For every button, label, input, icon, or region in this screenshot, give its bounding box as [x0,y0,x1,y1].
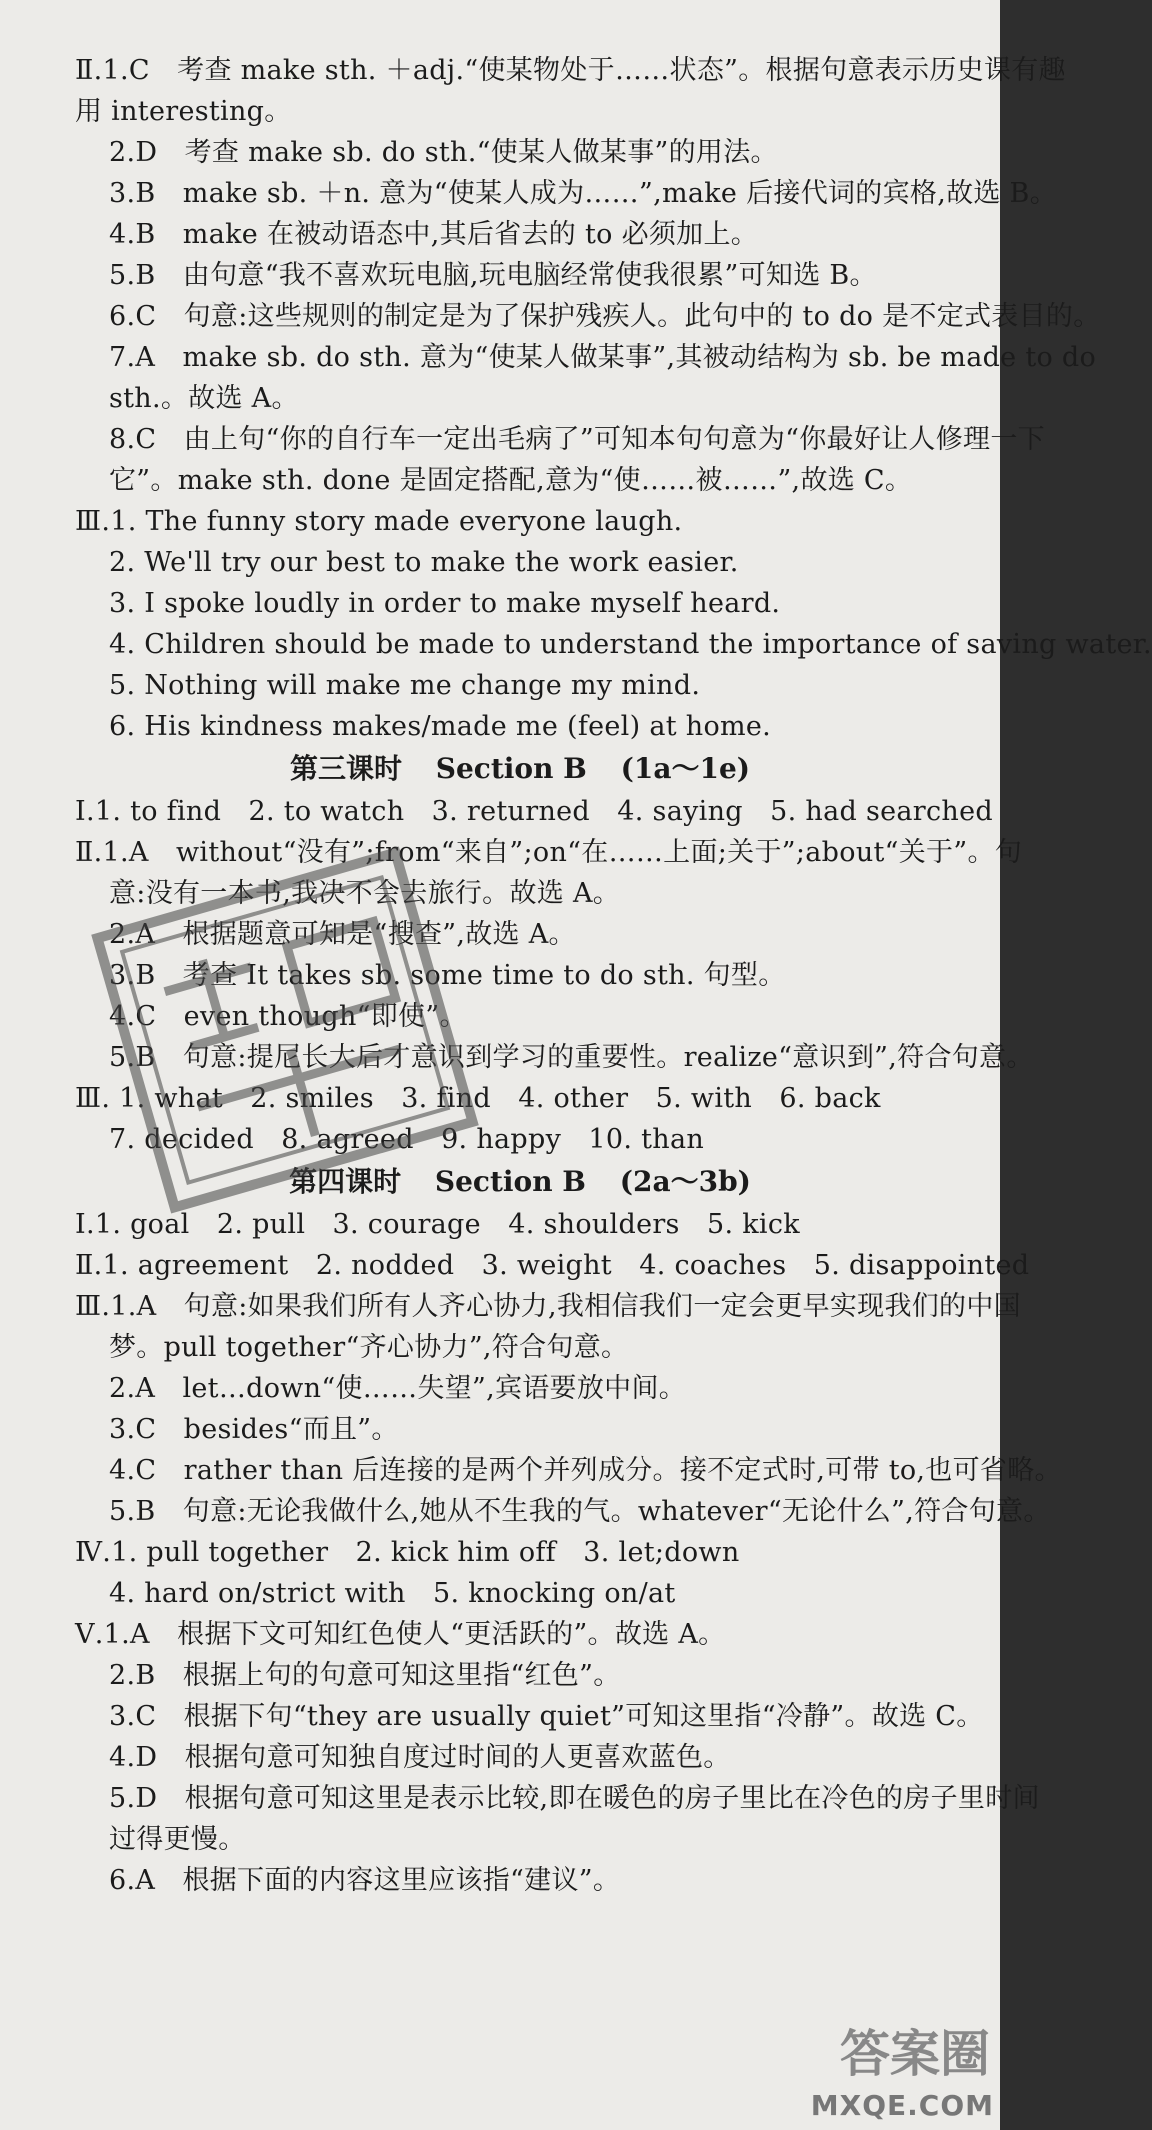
answer-line: 2.A 根据题意可知是“搜查”,故选 A。 [109,919,576,950]
answer-line: 5.B 由句意“我不喜欢玩电脑,玩电脑经常使我很累”可知选 B。 [109,260,877,291]
answer-line: Ⅳ.1. pull together 2. kick him off 3. let;down [75,1537,740,1568]
section-range: (1a～1e) [620,752,751,785]
answer-line: Ⅲ.1.A 句意:如果我们所有人齐心协力,我相信我们一定会更早实现我们的中国 [75,1291,1021,1322]
answer-line: Ⅲ. 1. what 2. smiles 3. find 4. other 5. with 6. back [75,1083,881,1114]
answer-line: Ⅰ.1. goal 2. pull 3. courage 4. shoulders 5. kick [75,1209,800,1240]
answer-line: 4. hard on/strict with 5. knocking on/at [109,1578,676,1609]
answer-line: 它”。make sth. done 是固定搭配,意为“使……被……”,故选 C。 [109,465,913,496]
answer-line: 2.A let…down“使……失望”,宾语要放中间。 [109,1373,687,1404]
answer-line: 5.B 句意:提尼长大后才意识到学习的重要性。realize“意识到”,符合句意。 [109,1042,1034,1073]
watermark-logo: 答案圈 [840,2025,990,2083]
answer-line: 8.C 由上句“你的自行车一定出毛病了”可知本句句意为“你最好让人修理一下 [109,424,1045,455]
answer-line: 2.B 根据上句的句意可知这里指“红色”。 [109,1660,621,1691]
answer-line: 3. I spoke loudly in order to make myself heard. [109,588,781,619]
answer-line: Ⅲ.1. The funny story made everyone laugh. [75,506,683,537]
answer-line: 用 interesting。 [75,96,292,127]
section-header-3 [55,747,985,791]
answer-line: 4. Children should be made to understand the importance of saving water. [109,629,1152,660]
answer-line: 5.B 句意:无论我做什么,她从不生我的气。whatever“无论什么”,符合句意。 [109,1496,1051,1527]
answer-line: sth.。故选 A。 [109,383,299,414]
answer-line: 5.D 根据句意可知这里是表示比较,即在暖色的房子里比在冷色的房子里时间 [109,1783,1040,1814]
answer-line: 过得更慢。 [109,1824,246,1855]
answer-line: 2. We'll try our best to make the work easier. [109,547,739,578]
answer-line: 4.D 根据句意可知独自度过时间的人更喜欢蓝色。 [109,1742,731,1773]
answer-line: 2.D 考查 make sb. do sth.“使某人做某事”的用法。 [109,137,778,168]
answer-line: 3.C 根据下句“they are usually quiet”可知这里指“冷静”。故选 C。 [109,1701,984,1732]
answer-line: Ⅱ.1.A without“没有”;from“来自”;on“在……上面;关于”;about“关于”。句 [75,837,1023,868]
section-title: 第三课时 [289,752,402,785]
answer-line: Ⅱ.1. agreement 2. nodded 3. weight 4. coaches 5. disappointed [75,1250,1030,1281]
section-top-answers [75,50,1152,747]
answer-line: Ⅱ.1.C 考查 make sth. ＋adj.“使某物处于……状态”。根据句意表示历史课有趣 [75,55,1066,86]
answer-line: 4.C rather than 后连接的是两个并列成分。接不定式时,可带 to,也可省略。 [109,1455,1062,1486]
watermark-site: MXQE.COM [810,2089,994,2122]
answer-line: 7. decided 8. agreed 9. happy 10. than [109,1124,705,1155]
section-subtitle: Section B [434,1165,586,1198]
answer-line: Ⅰ.1. to find 2. to watch 3. returned 4. saying 5. had searched [75,796,993,827]
answer-line: 5. Nothing will make me change my mind. [109,670,701,701]
section-4-answers [75,1204,1062,1901]
answer-line: 3.B make sb. ＋n. 意为“使某人成为……”,make 后接代词的宾格,故选 B。 [109,178,1057,209]
answer-line: 4.B make 在被动语态中,其后省去的 to 必须加上。 [109,219,759,250]
answer-line: 6.C 句意:这些规则的制定是为了保护残疾人。此句中的 to do 是不定式表目的。 [109,301,1101,332]
answer-line: 6. His kindness makes/made me (feel) at home. [109,711,772,742]
answer-line: 3.B 考查 It takes sb. some time to do sth. 句型。 [109,960,786,991]
answer-line: Ⅴ.1.A 根据下文可知红色使人“更活跃的”。故选 A。 [75,1619,726,1650]
section-title: 第四课时 [289,1165,402,1198]
answer-line: 3.C besides“而且”。 [109,1414,399,1445]
answer-line: 意:没有一本书,我决不会去旅行。故选 A。 [109,878,621,909]
section-range: (2a～3b) [619,1165,751,1198]
answer-line: 7.A make sb. do sth. 意为“使某人做某事”,其被动结构为 sb. be made to do [109,342,1097,373]
answer-line: 4.C even though“即使”。 [109,1001,467,1032]
section-subtitle: Section B [435,752,587,785]
answer-line: 6.A 根据下面的内容这里应该指“建议”。 [109,1865,621,1896]
answer-line: 梦。pull together“齐心协力”,符合句意。 [109,1332,629,1363]
